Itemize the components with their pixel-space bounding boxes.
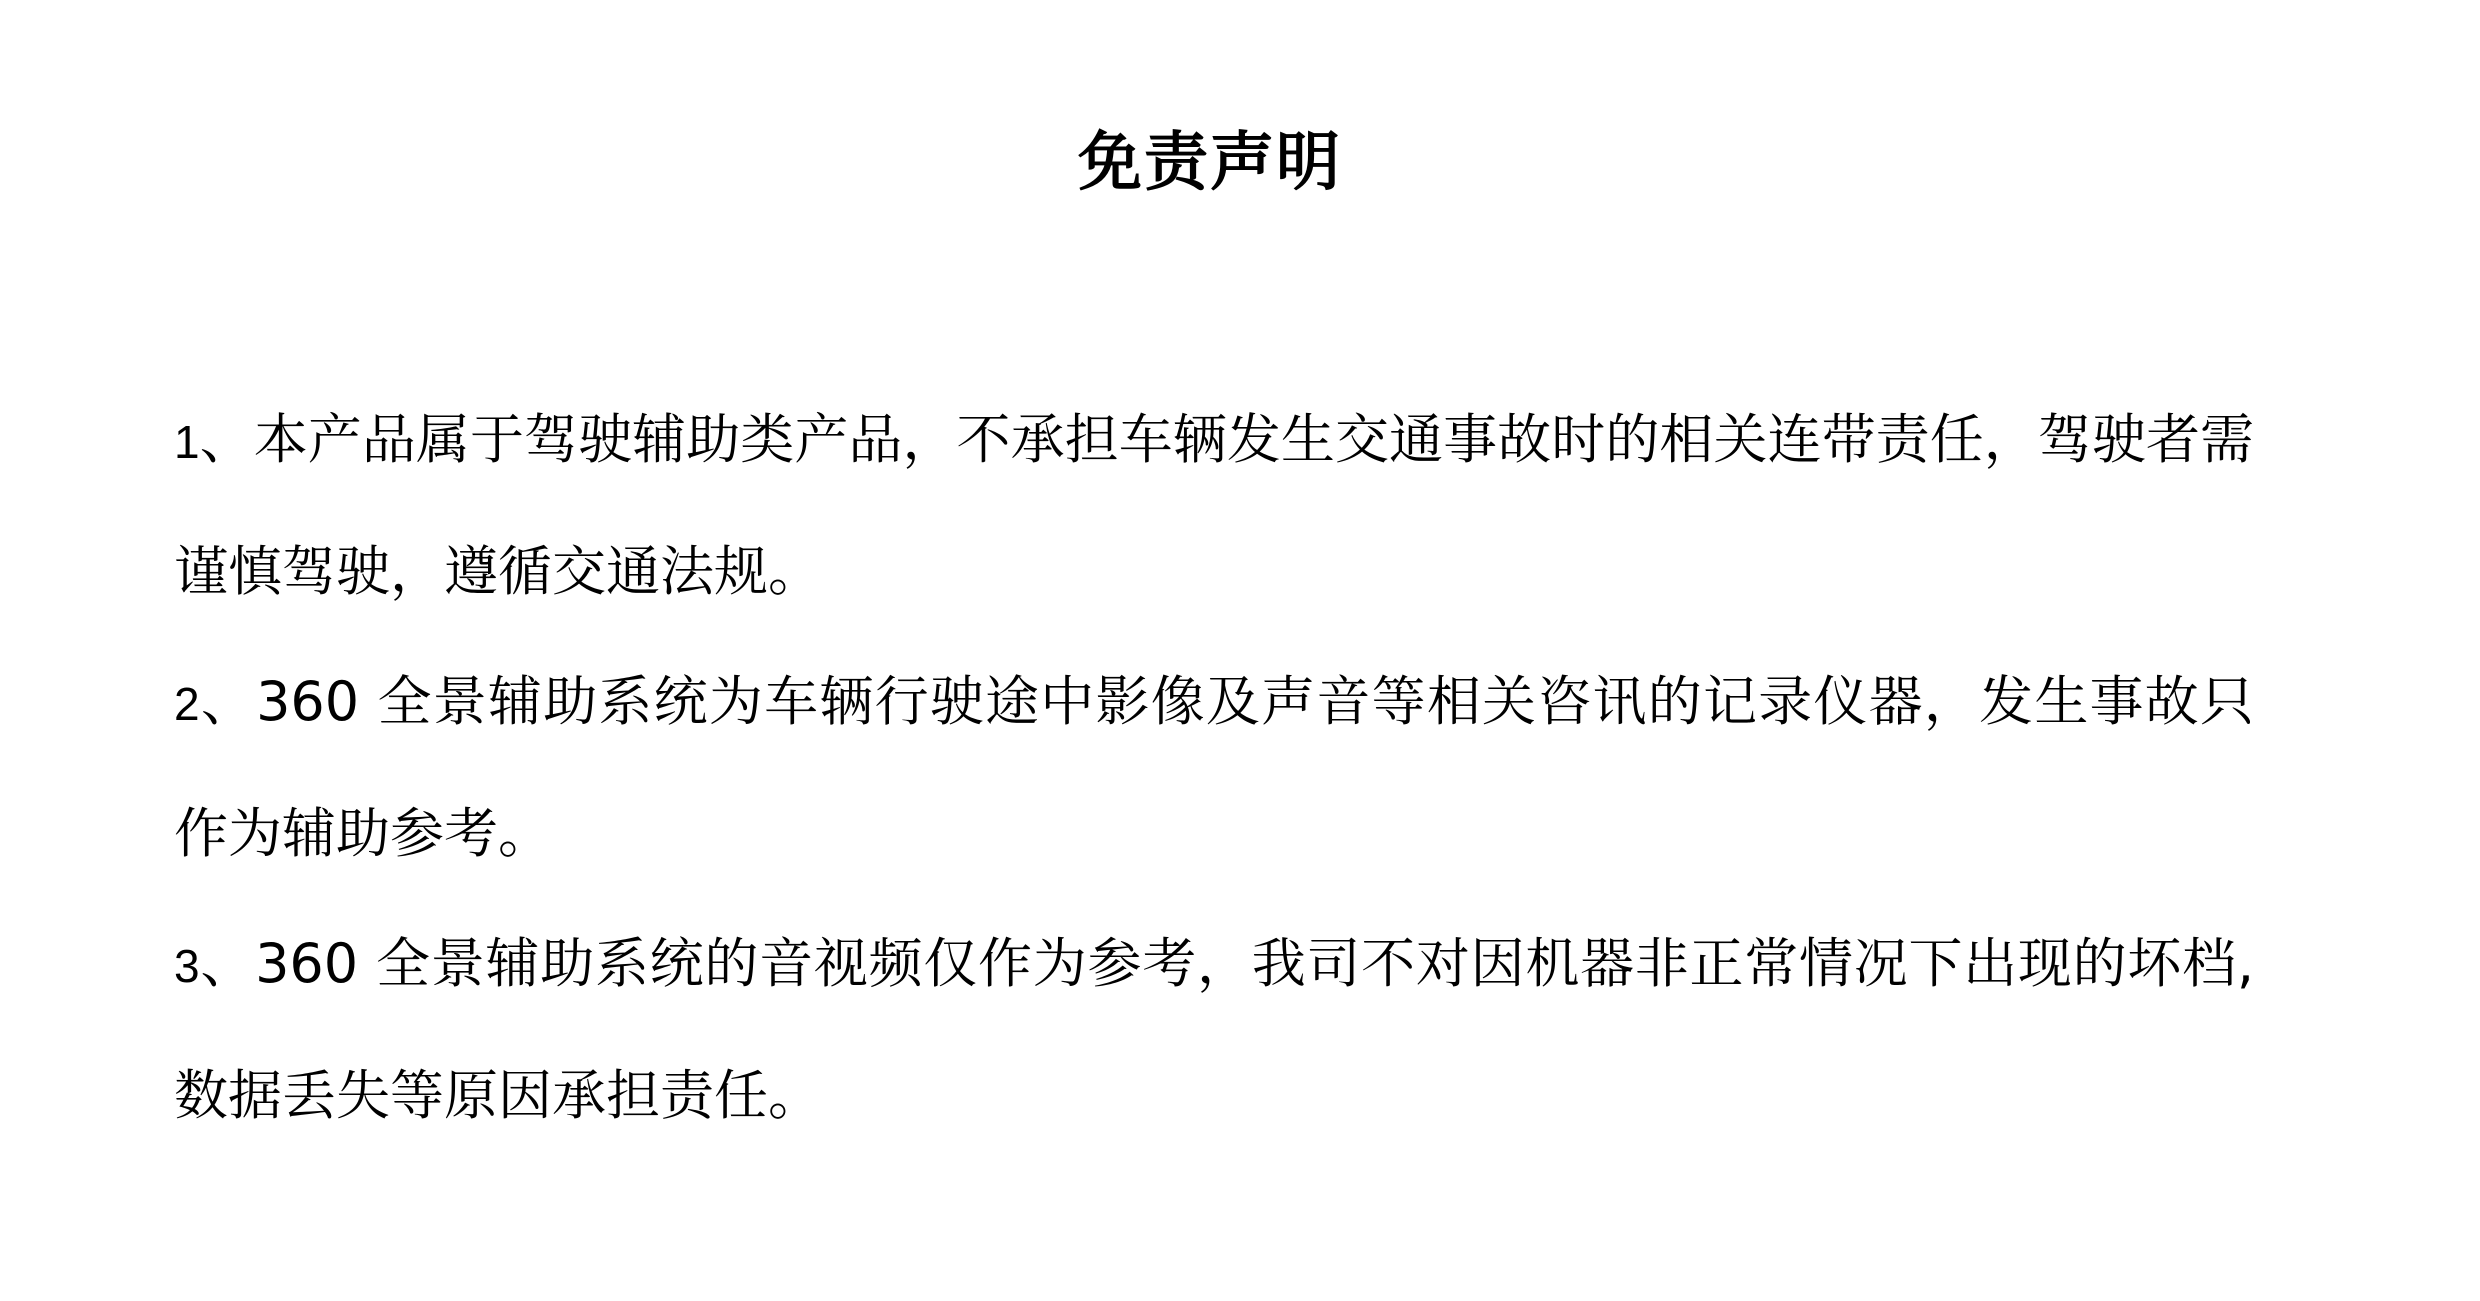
item-separator: 、 — [199, 932, 256, 995]
item-separator: 、 — [199, 408, 254, 471]
document-title: 免责声明 — [1078, 126, 1342, 200]
disclaimer-list — [174, 375, 2254, 1161]
item-number: 3 — [174, 940, 200, 992]
item-text: 360 全景辅助系统为车辆行驶途中影像及声音等相关咨讯的记录仪器，发生事故只作为辅助参考。 — [174, 670, 2255, 865]
item-text: 本产品属于驾驶辅助类产品，不承担车辆发生交通事故时的相关连带责任，驾驶者需谨慎驾驶，遵循交通法规。 — [174, 408, 2255, 603]
disclaimer-item-2 — [174, 637, 2254, 899]
item-separator: 、 — [199, 670, 257, 733]
disclaimer-item-3 — [174, 899, 2254, 1161]
disclaimer-item-1 — [174, 375, 2254, 637]
item-number: 1 — [174, 416, 200, 468]
item-number: 2 — [174, 678, 200, 730]
item-text: 360 全景辅助系统的音视频仅作为参考，我司不对因机器非正常情况下出现的坏档,数据丢失等原因承担责任。 — [174, 932, 2254, 1127]
